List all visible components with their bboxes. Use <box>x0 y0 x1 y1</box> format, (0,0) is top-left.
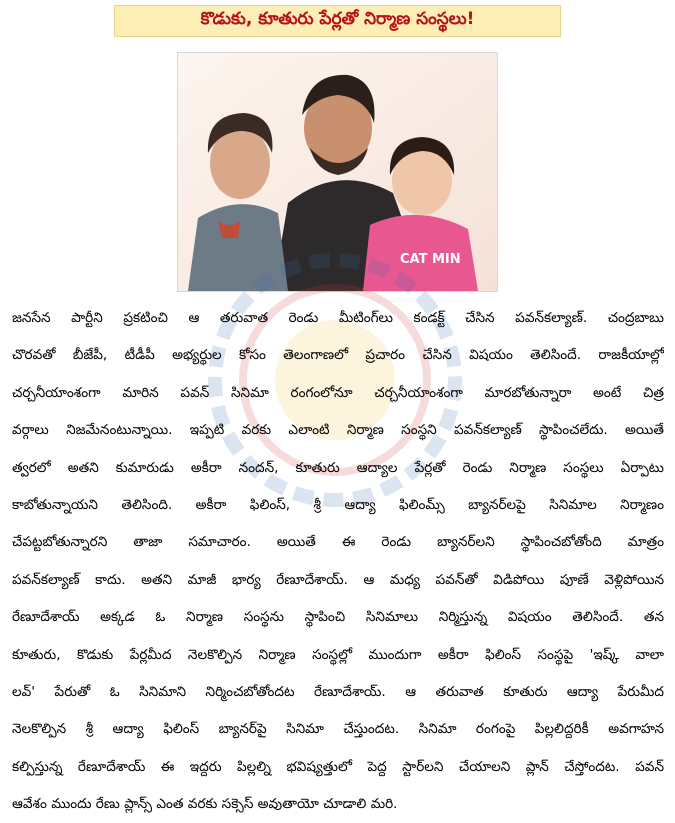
family-photo-icon <box>178 53 497 291</box>
article-line: నెలకొల్పిన శ్రీ ఆద్యా ఫిలింస్ బ్యానర్‌పై సినిమా చేస్తుందట. సినిమా రంగంపై పిల్లలిద్దరికీ అవగాహన <box>12 721 664 738</box>
article-line: వర్గాలు నిజమేనంటున్నాయి. ఇప్పటి వరకు ఎలాంటి నిర్మాణ సంస్థని పవన్‌కల్యాణ్ స్థాపించలేదు. అయితే <box>12 422 664 439</box>
article-line: చొరవతో బీజేపీ, టీడీపీ అభ్యర్థుల కోసం తెలంగాణలో ప్రచారం చేసిన విషయం తెలిసిందే. రాజకీయాల్లో <box>12 347 664 364</box>
article-line: జనసేన పార్టీని ప్రకటించి ఆ తరువాత రెండు మీటింగ్‌లు కండక్ట్ చేసిన పవన్‌కల్యాణ్. చంద్రబాబు <box>12 310 664 326</box>
article-line: ఆవేశం ముందు రేణు ప్లాన్స్ ఎంత వరకు సక్సెస్ అవుతాయో చూడాలి మరి. <box>12 796 398 813</box>
article-line: రేణూదేశాయ్ అక్కడ ఓ నిర్మాణ సంస్థను స్థాపించి సినిమాలు నిర్మిస్తున్న విషయం తెలిసిందే. తన <box>12 609 664 626</box>
article-line: చేపట్టబోతున్నారని తాజా సమాచారం. అయితే ఈ రెండు బ్యానర్‌లని స్థాపించబోతోంది మాత్రం <box>12 534 664 551</box>
article-line: కాబోతున్నాయని తెలిసింది. అకీరా ఫిలింస్, శ్రీ ఆద్యా ఫిలింమ్స్ బ్యానర్‌లపై సినిమాల నిర్మాణం <box>12 496 664 513</box>
article-photo <box>177 52 498 292</box>
article-line: కూతురు, కొడుకు పేర్లమీద నెలకొల్పిన నిర్మాణ సంస్థల్లో ముందుగా అకీరా ఫిలింస్ సంస్థపై 'ఇష్క్ వాలా <box>12 646 664 663</box>
article-line: చర్చనీయాంశంగా మారిన పవన్ సినిమా రంగంలోనూ చర్చనీయాంశంగా మారబోతున్నారా అంటే చిత్ర <box>12 384 664 401</box>
shirt-text: CAT MIN <box>400 252 461 267</box>
article-line: లవ్' పేరుతో ఓ సినిమాని నిర్మించబోతోందట రేణూదేశాయ్. ఆ తరువాత కూతురు ఆద్యా పేరుమీద <box>12 683 664 700</box>
headline-title: కొడుకు, కూతురు పేర్లతో నిర్మాణ సంస్థలు! <box>200 9 475 29</box>
article-line: త్వరలో అతని కుమారుడు అకీరా నందన్, కూతురు ఆద్యాల పేర్లతో రెండు నిర్మాణ సంస్థలు ఏర్పాటు <box>12 459 664 476</box>
article-line: పవన్‌కల్యాణ్ కాదు. అతని మాజీ భార్య రేణూదేశాయ్. ఆ మధ్య పవన్‌తో విడిపోయి పూణే వెళ్లిపోయిన <box>12 571 664 588</box>
article-body <box>12 300 664 823</box>
headline-banner <box>114 5 561 37</box>
article-line: కల్పిస్తున్న రేణూదేశాయ్ ఈ ఇద్దరు పిల్లల్ని భవిష్యత్తులో పెద్ద స్టార్‌లని చేయాలని ప్లాన్ చేస్తోందట. పవన్ <box>12 758 664 775</box>
